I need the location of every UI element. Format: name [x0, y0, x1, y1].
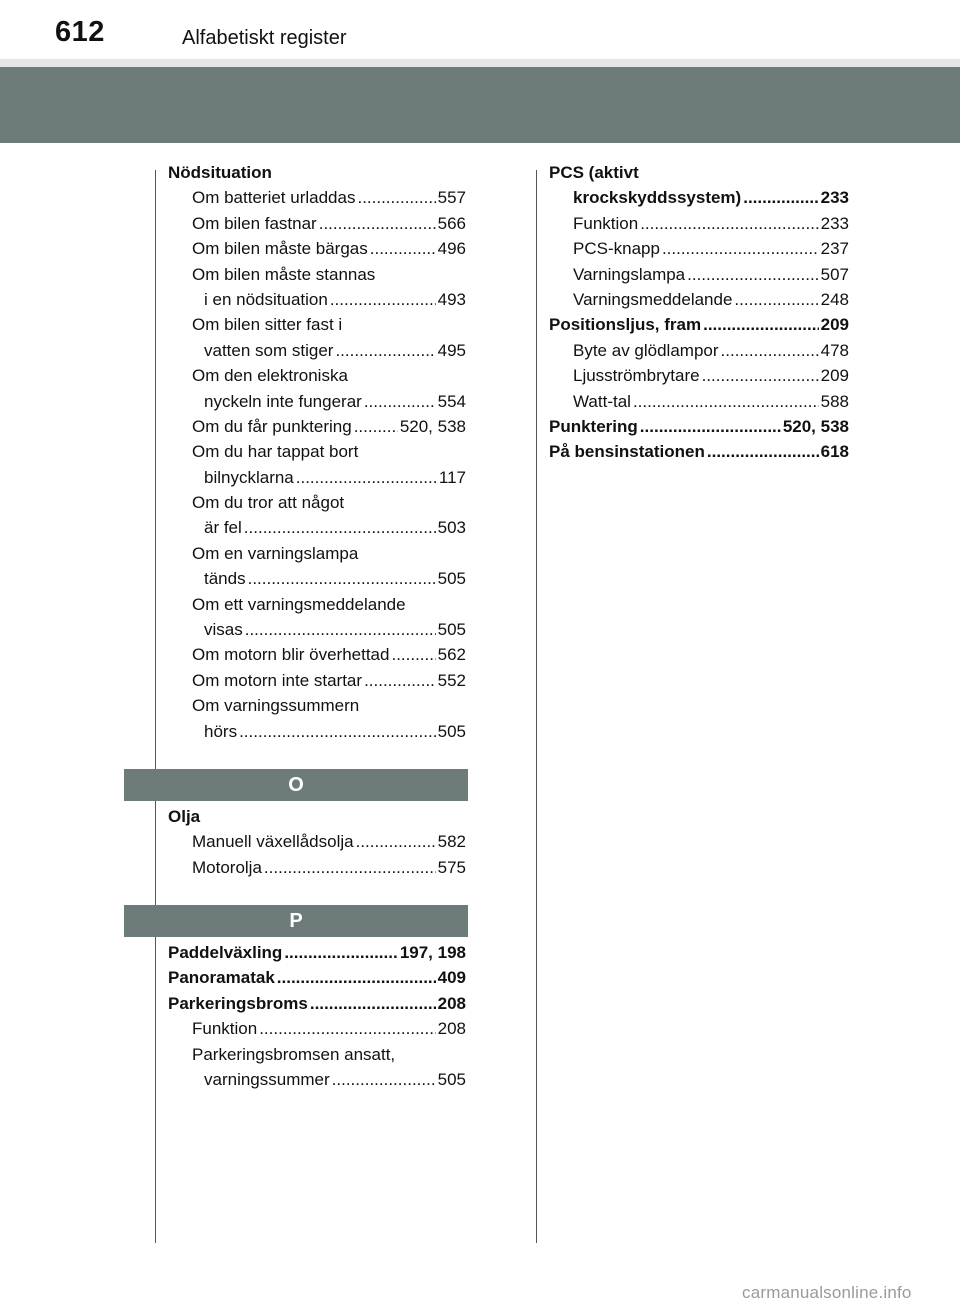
index-entry	[168, 719, 466, 744]
index-entry-term: Om du tror att något	[192, 493, 345, 513]
index-entry-page: 495	[437, 340, 466, 360]
dot-leader	[245, 617, 436, 642]
dot-leader	[364, 668, 436, 693]
header-separator	[0, 59, 960, 67]
index-entry	[168, 940, 466, 965]
index-entry-term: Om ett varningsmeddelande	[192, 594, 406, 614]
index-entry-page: 503	[437, 518, 466, 538]
index-entry-term: Om bilen fastnar	[192, 213, 317, 233]
index-entry-page: 520, 538	[399, 416, 466, 436]
index-entry-term: krockskyddssystem)	[573, 188, 742, 208]
index-entry	[168, 465, 466, 490]
index-entry-term: Ljusströmbrytare	[573, 366, 700, 386]
index-entry-page: 566	[437, 213, 466, 233]
index-entry	[168, 490, 466, 515]
index-entry-term: PCS-knapp	[573, 239, 660, 259]
index-column-left	[168, 160, 466, 744]
index-entry-term: nyckeln inte fungerar	[204, 391, 362, 411]
index-entry-term: bilnycklarna	[204, 467, 294, 487]
index-entry	[168, 363, 466, 388]
dot-leader	[364, 389, 436, 414]
index-entry-page: 197, 198	[399, 943, 466, 962]
dot-leader	[264, 855, 436, 880]
index-entry	[168, 965, 466, 990]
index-entry-term: hörs	[204, 721, 238, 741]
dot-leader	[277, 965, 436, 990]
index-entry	[168, 439, 466, 464]
index-entry	[549, 414, 849, 439]
index-entry	[168, 414, 466, 439]
dot-leader	[640, 414, 781, 439]
index-entry-page: 208	[437, 993, 466, 1013]
index-entry-term: Paddelväxling	[168, 943, 283, 962]
dot-leader	[310, 991, 436, 1016]
dot-leader	[743, 185, 818, 210]
index-section-o	[168, 804, 466, 880]
index-entry-page: 588	[820, 391, 849, 411]
index-entry-term: i en nödsituation	[204, 289, 328, 309]
index-entry-page: 562	[437, 645, 466, 665]
index-entry	[168, 211, 466, 236]
dot-leader	[330, 287, 436, 312]
dot-leader	[332, 1067, 436, 1092]
index-entry-term: Parkeringsbroms	[168, 993, 308, 1013]
dot-leader	[687, 262, 818, 287]
index-entry-page: 505	[437, 1069, 466, 1089]
index-entry-term: Om motorn inte startar	[192, 670, 363, 690]
index-entry	[168, 566, 466, 591]
index-entry-page: 505	[437, 569, 466, 589]
index-entry-term: Varningslampa	[573, 264, 686, 284]
index-entry	[168, 160, 466, 185]
index-entry-term: Motorolja	[192, 857, 262, 877]
page-title: Alfabetiskt register	[182, 27, 347, 49]
index-entry	[168, 804, 466, 829]
index-entry-page: 505	[437, 620, 466, 640]
index-entry	[168, 389, 466, 414]
index-entry-term: På bensinstationen	[549, 442, 705, 462]
index-entry	[168, 617, 466, 642]
dot-leader	[662, 236, 819, 261]
index-entry-page: 554	[437, 391, 466, 411]
index-entry	[168, 1016, 466, 1041]
page-header	[0, 0, 960, 60]
dot-leader	[640, 211, 818, 236]
index-entry-page: 233	[820, 213, 849, 233]
index-entry-term: Om motorn blir överhettad	[192, 645, 390, 665]
index-entry-page: 557	[437, 188, 466, 208]
index-entry	[549, 312, 849, 337]
page-number: 612	[55, 16, 105, 48]
index-entry-page: 233	[820, 188, 849, 208]
index-entry	[168, 312, 466, 337]
index-entry-page: 237	[820, 239, 849, 259]
index-entry-term: Om en varningslampa	[192, 543, 359, 563]
index-entry	[168, 1067, 466, 1092]
index-entry-term: Funktion	[192, 1019, 258, 1039]
index-entry-term: Om bilen måste stannas	[192, 264, 376, 284]
section-letter-p: P	[124, 905, 468, 937]
dot-leader	[244, 515, 436, 540]
section-letter-o: O	[124, 769, 468, 801]
index-entry-term: Punktering	[549, 416, 638, 436]
index-entry	[168, 515, 466, 540]
index-entry	[549, 338, 849, 363]
index-entry-term: Om bilen sitter fast i	[192, 315, 343, 335]
index-entry-term: Funktion	[573, 213, 639, 233]
index-entry-page: 209	[820, 315, 849, 335]
index-entry-page: 248	[820, 289, 849, 309]
index-entry-page: 618	[820, 442, 849, 462]
dot-leader	[248, 566, 436, 591]
header-banner	[0, 67, 960, 143]
index-column-right	[549, 160, 849, 465]
dot-leader	[391, 642, 435, 667]
index-entry	[549, 439, 849, 464]
index-entry-page: 209	[820, 366, 849, 386]
index-entry-page: 496	[437, 239, 466, 259]
dot-leader	[702, 363, 819, 388]
index-entry	[549, 363, 849, 388]
index-entry-term: tänds	[204, 569, 246, 589]
index-entry-term: Nödsituation	[168, 163, 272, 182]
index-entry	[168, 693, 466, 718]
index-entry-term: Om batteriet urladdas	[192, 188, 356, 208]
index-entry-term: är fel	[204, 518, 242, 538]
index-entry-term: vatten som stiger	[204, 340, 334, 360]
dot-leader	[357, 185, 435, 210]
index-entry-page: 117	[438, 467, 466, 487]
dot-leader	[633, 389, 819, 414]
index-entry-term: visas	[204, 620, 243, 640]
index-entry-term: Panoramatak	[168, 968, 275, 988]
left-column-rule	[155, 170, 156, 1243]
index-entry	[168, 855, 466, 880]
index-entry-term: Om du har tappat bort	[192, 442, 359, 462]
index-entry-term: Olja	[168, 807, 201, 826]
index-entry	[168, 185, 466, 210]
dot-leader	[707, 439, 819, 464]
index-entry	[549, 389, 849, 414]
index-entry	[168, 668, 466, 693]
index-entry-term: Manuell växellådsolja	[192, 832, 354, 852]
index-entry-page: 478	[820, 340, 849, 360]
index-entry	[168, 262, 466, 287]
dot-leader	[734, 287, 818, 312]
right-column-rule	[536, 170, 537, 1243]
index-entry-term: Positionsljus, fram	[549, 315, 702, 335]
index-entry-page: 520, 538	[782, 416, 849, 436]
index-entry	[168, 1042, 466, 1067]
index-entry	[549, 185, 849, 210]
index-entry	[168, 991, 466, 1016]
index-entry	[549, 287, 849, 312]
watermark: carmanualsonline.info	[742, 1283, 912, 1302]
index-entry	[168, 338, 466, 363]
index-entry	[549, 262, 849, 287]
index-entry-term: PCS (aktivt	[549, 163, 639, 182]
index-entry-term: Om du får punktering	[192, 416, 352, 436]
index-entry-page: 552	[437, 670, 466, 690]
index-entry	[549, 160, 849, 185]
dot-leader	[319, 211, 436, 236]
dot-leader	[721, 338, 819, 363]
dot-leader	[284, 940, 397, 965]
index-entry	[168, 287, 466, 312]
index-entry-page: 409	[437, 968, 466, 988]
dot-leader	[354, 414, 398, 439]
index-entry-page: 507	[820, 264, 849, 284]
index-entry-term: Varningsmeddelande	[573, 289, 733, 309]
index-entry-page: 208	[437, 1019, 466, 1039]
index-entry	[168, 592, 466, 617]
index-entry-term: Om bilen måste bärgas	[192, 239, 368, 259]
index-entry	[549, 211, 849, 236]
dot-leader	[703, 312, 819, 337]
dot-leader	[356, 829, 436, 854]
index-entry-term: Watt-tal	[573, 391, 631, 411]
dot-leader	[370, 236, 436, 261]
dot-leader	[335, 338, 435, 363]
index-entry-page: 493	[437, 289, 466, 309]
index-entry	[168, 642, 466, 667]
index-entry-term: Om varningssummern	[192, 696, 360, 716]
index-entry-term: varningssummer	[204, 1069, 330, 1089]
index-section-p	[168, 940, 466, 1092]
dot-leader	[296, 465, 437, 490]
index-entry-term: Om den elektroniska	[192, 366, 348, 386]
index-entry	[549, 236, 849, 261]
index-entry	[168, 236, 466, 261]
dot-leader	[239, 719, 436, 744]
index-entry-term: Parkeringsbromsen ansatt,	[192, 1044, 396, 1064]
index-entry-page: 582	[437, 832, 466, 852]
index-entry	[168, 541, 466, 566]
index-entry-page: 505	[437, 721, 466, 741]
index-entry-term: Byte av glödlampor	[573, 340, 719, 360]
index-entry-page: 575	[437, 857, 466, 877]
index-entry	[168, 829, 466, 854]
dot-leader	[259, 1016, 435, 1041]
